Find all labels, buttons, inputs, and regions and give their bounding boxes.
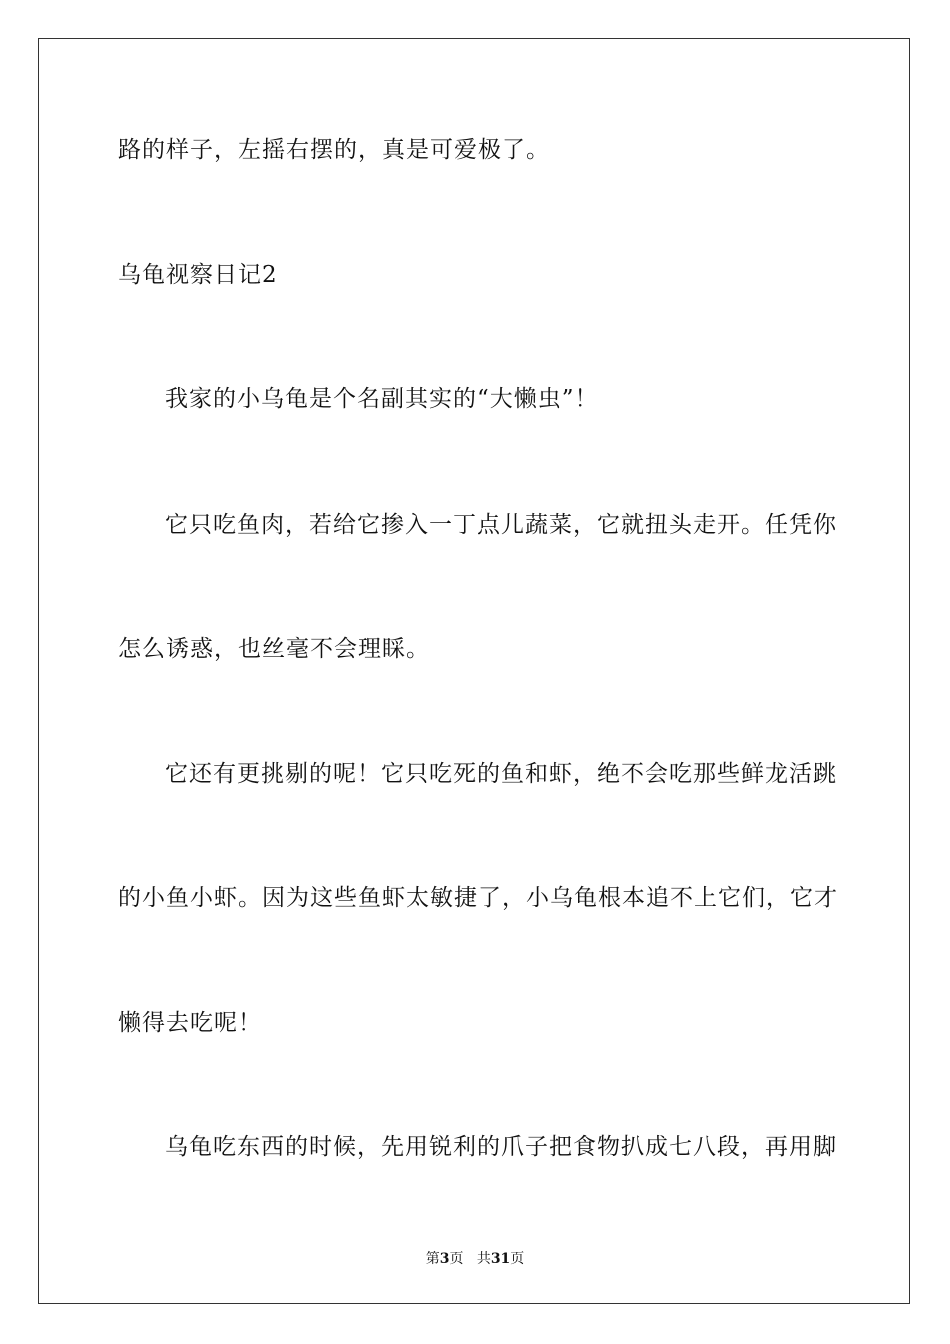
paragraph-2-line-1: 它只吃鱼肉，若给它掺入一丁点儿蔬菜，它就扭头走开。任凭你 <box>165 512 837 538</box>
page-number: 3 <box>439 1251 450 1267</box>
paragraph-1: 我家的小乌龟是个名副其实的“大懒虫”！ <box>165 386 599 412</box>
paragraph-3-line-3: 懒得去吃呢！ <box>118 1010 262 1036</box>
paragraph-2-line-2: 怎么诱惑，也丝毫不会理睬。 <box>118 636 430 662</box>
page-border <box>38 38 910 1304</box>
paragraph-3-line-2: 的小鱼小虾。因为这些鱼虾太敏捷了，小乌龟根本追不上它们，它才 <box>118 885 838 911</box>
total-pages: 31 <box>490 1251 511 1267</box>
text-line-1: 路的样子，左摇右摆的，真是可爱极了。 <box>118 137 550 163</box>
page-suffix: 页 <box>449 1251 464 1267</box>
total-suffix: 页 <box>510 1251 525 1267</box>
page-footer <box>0 1248 950 1268</box>
total-prefix: 共 <box>476 1251 491 1267</box>
section-heading: 乌龟视察日记2 <box>118 262 278 288</box>
page-prefix: 第 <box>425 1251 440 1267</box>
paragraph-4-line-1: 乌龟吃东西的时候，先用锐利的爪子把食物扒成七八段，再用脚 <box>165 1134 837 1160</box>
paragraph-3-line-1: 它还有更挑剔的呢！它只吃死的鱼和虾，绝不会吃那些鲜龙活跳 <box>165 761 837 787</box>
